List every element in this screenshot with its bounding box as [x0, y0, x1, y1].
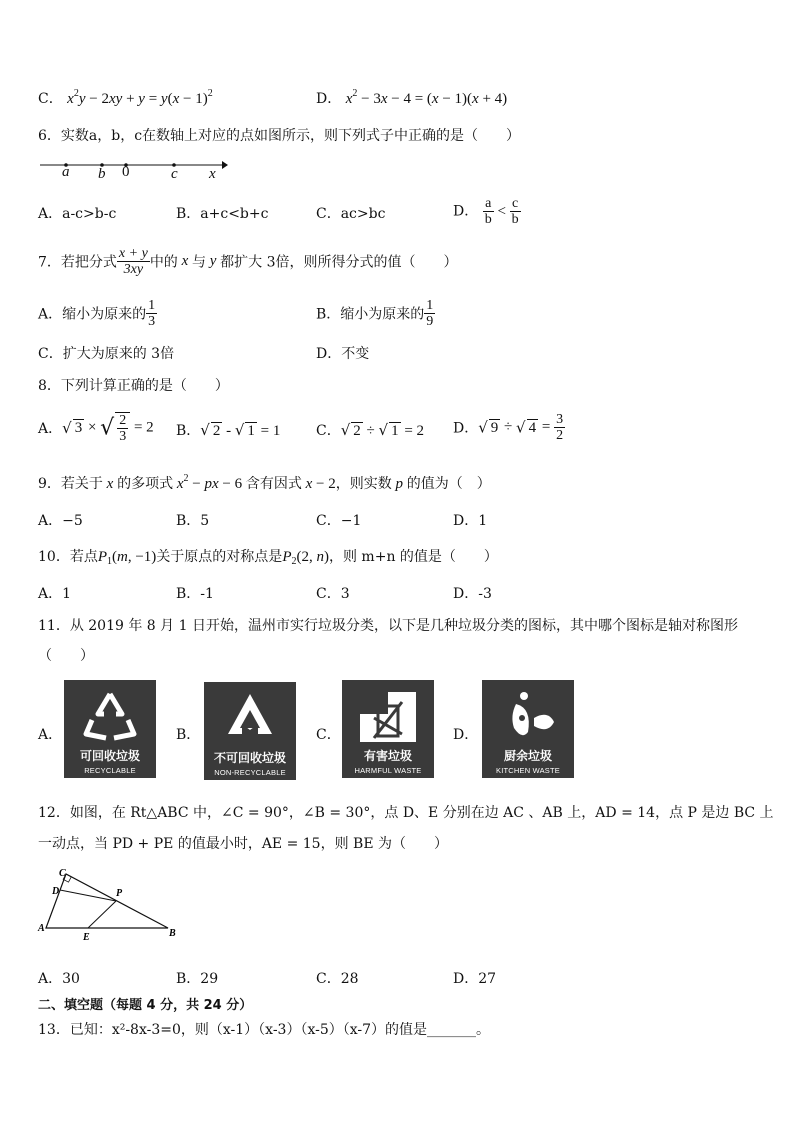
q5-option-c-expr: $x^2y - 2xy + y = y(x - 1)^2$ [67, 88, 213, 107]
bin-d-cn: 厨余垃圾 [503, 749, 552, 763]
label-e: E [83, 932, 90, 943]
q7-option-d: D．不变 [316, 346, 370, 362]
q10-stem-mid: 关于原点的对称点是 [156, 549, 283, 565]
q7-stem-end: 都扩大 3倍，则所得分式的值（ ） [220, 254, 458, 271]
q9-option-c: C．−1 [316, 513, 362, 529]
q12-option-c: C．28 [316, 971, 359, 987]
bin-b-cn: 不可回收垃圾 [213, 751, 286, 765]
q9-stem-mid2: 含有因式 [245, 476, 302, 492]
q8-option-c: C．√ 2 ÷ √ 1 = 2 [316, 421, 425, 439]
label-c: C [59, 868, 66, 879]
q6-option-d-label: D． [453, 203, 479, 220]
q12-stem-1: 12．如图，在 Rt△ABC 中，∠C = 90°，∠B = 30°，点 D、E 分别在边 AC 、AB 上，AD = 14，点 P 是边 BC 上 [38, 805, 774, 821]
q7-option-a-text: A．缩小为原来的 [38, 306, 147, 323]
q12-option-a: A．30 [38, 971, 80, 987]
q7-option-b-text: B．缩小为原来的 [316, 306, 425, 323]
section-2-heading: 二、填空题（每题 4 分，共 24 分） [38, 998, 253, 1013]
recyclable-bin-icon [64, 680, 156, 778]
q9-stem: 9．若关于 x 的多项式 $x^2$ − px − 6 含有因式 x − 2，则实数 p 的值为（ ） [38, 473, 491, 492]
axis-label-b: b [98, 166, 106, 182]
q10-option-c: C．3 [316, 586, 350, 602]
q7-option-b: B．缩小为原来的 $\frac{1}{9}$ [316, 298, 434, 329]
q11-stem: 11．从 2019 年 8 月 1 日开始，温州市实行垃圾分类，以下是几种垃圾分类的图标，其中哪个图标是轴对称图形 [38, 618, 738, 634]
q11-label-b: B． [176, 727, 201, 743]
label-d: D [52, 886, 60, 897]
bin-c-en: HARMFUL WASTE [354, 766, 422, 775]
q11-label-d: D． [453, 727, 479, 743]
q7-option-c: C．扩大为原来的 3倍 [38, 346, 175, 362]
q10-stem: 10．若点$P_1(m$, −1)关于原点的对称点是$P_2(2$, n)，则 m+n 的值是（ ） [38, 549, 498, 567]
q7-stem: 7．若把分式 $\frac{x + y}{3xy}$ 中的 x 与 y 都扩大 3倍，则所得分式的值（ ） [38, 246, 458, 277]
triangle-abc [46, 874, 168, 928]
triangle-figure [36, 868, 181, 943]
bin-b-en: NON-RECYCLABLE [214, 768, 286, 777]
label-p: P [116, 888, 123, 899]
bin-c-cn: 有害垃圾 [363, 749, 412, 763]
q9-option-a: A．−5 [38, 513, 83, 529]
non-recyclable-bin-icon [204, 682, 296, 780]
recycle-arrows-icon [80, 688, 140, 746]
axis-label-c: c [171, 166, 178, 182]
axis-label-a: a [62, 164, 70, 180]
q10-option-b: B．-1 [176, 586, 214, 602]
q8-option-b: B．√ 2 - √ 1 = 1 [176, 421, 281, 439]
q8-option-c-label: C． [316, 423, 341, 439]
q12-option-b: B．29 [176, 971, 219, 987]
q10-option-a: A．1 [38, 586, 72, 602]
q8-option-d-label: D． [453, 420, 479, 437]
q10-stem-pre: 10．若点 [38, 549, 98, 565]
axis-label-zero: 0 [122, 164, 130, 180]
q13-stem: 13．已知：x²-8x-3=0，则（x-1）（x-3）（x-5）（x-7）的值是_______。 [38, 1022, 491, 1038]
q12-stem-2: 一动点，当 PD + PE 的值最小时，AE = 15，则 BE 为（ ） [38, 836, 448, 852]
axis-label-x: x [209, 166, 216, 182]
arrow-head-icon [222, 161, 228, 169]
q11-label-a: A． [38, 727, 63, 743]
q9-stem-end: 的值为（ ） [406, 476, 491, 492]
q9-option-b: B．5 [176, 513, 210, 529]
q8-stem: 8．下列计算正确的是（ ） [38, 378, 229, 394]
q7-option-a: A．缩小为原来的 $\frac{1}{3}$ [38, 298, 156, 329]
bin-d-en: KITCHEN WASTE [496, 766, 560, 775]
q5-option-c [38, 88, 213, 108]
q9-stem-mid3: ，则实数 [335, 476, 392, 492]
q5-option-c-label: C． [38, 91, 63, 107]
q8-option-d: D．√ 9 ÷ √ 4 = $\frac{3}{2}$ [453, 412, 564, 443]
label-b: B [169, 928, 176, 939]
q6-stem: 6．实数a，b，c在数轴上对应的点如图所示，则下列式子中正确的是（ ） [38, 128, 521, 144]
q8-option-a-label: A． [38, 421, 63, 437]
harmful-battery-icon [358, 688, 418, 746]
q12-option-d: D．27 [453, 971, 497, 987]
q5-option-d-expr: $x^2 - 3x - 4 = (x - 1)(x + 4)$ [345, 88, 508, 107]
q10-stem-end: ，则 m+n 的值是（ ） [328, 549, 498, 565]
q11-stem-2: （ ） [38, 648, 94, 664]
harmful-bin-icon [342, 680, 434, 778]
non-recycle-arrow-icon [220, 690, 280, 748]
segment-pe [88, 901, 116, 928]
q9-stem-mid1: 的多项式 [117, 476, 174, 492]
kitchen-waste-bin-icon [482, 680, 574, 778]
label-a: A [38, 923, 45, 934]
q8-option-b-label: B． [176, 423, 201, 439]
q6-option-c: C．ac>bc [316, 206, 386, 222]
q9-option-d: D．1 [453, 513, 488, 529]
q9-stem-pre: 9．若关于 [38, 476, 103, 492]
q5-option-d-label: D． [316, 91, 342, 107]
q8-option-a: A．√ 3 × √ $\frac{2}{3}$ = 2 [38, 413, 154, 444]
q6-option-d: D． $\frac{a}{b}$ < $\frac{c}{b}$ [453, 196, 519, 227]
fish-bone-icon [498, 688, 558, 746]
q6-option-a: A．a-c>b-c [38, 206, 117, 222]
q5-option-d [316, 88, 507, 108]
q11-label-c: C． [316, 727, 341, 743]
bin-a-en: RECYCLABLE [84, 766, 136, 775]
bin-a-cn: 可回收垃圾 [79, 749, 140, 763]
q6-option-b: B．a+c<b+c [176, 206, 269, 222]
q10-option-d: D．-3 [453, 586, 492, 602]
q7-stem-post: 中的 [149, 254, 178, 271]
q7-stem-pre: 7．若把分式 [38, 254, 117, 271]
